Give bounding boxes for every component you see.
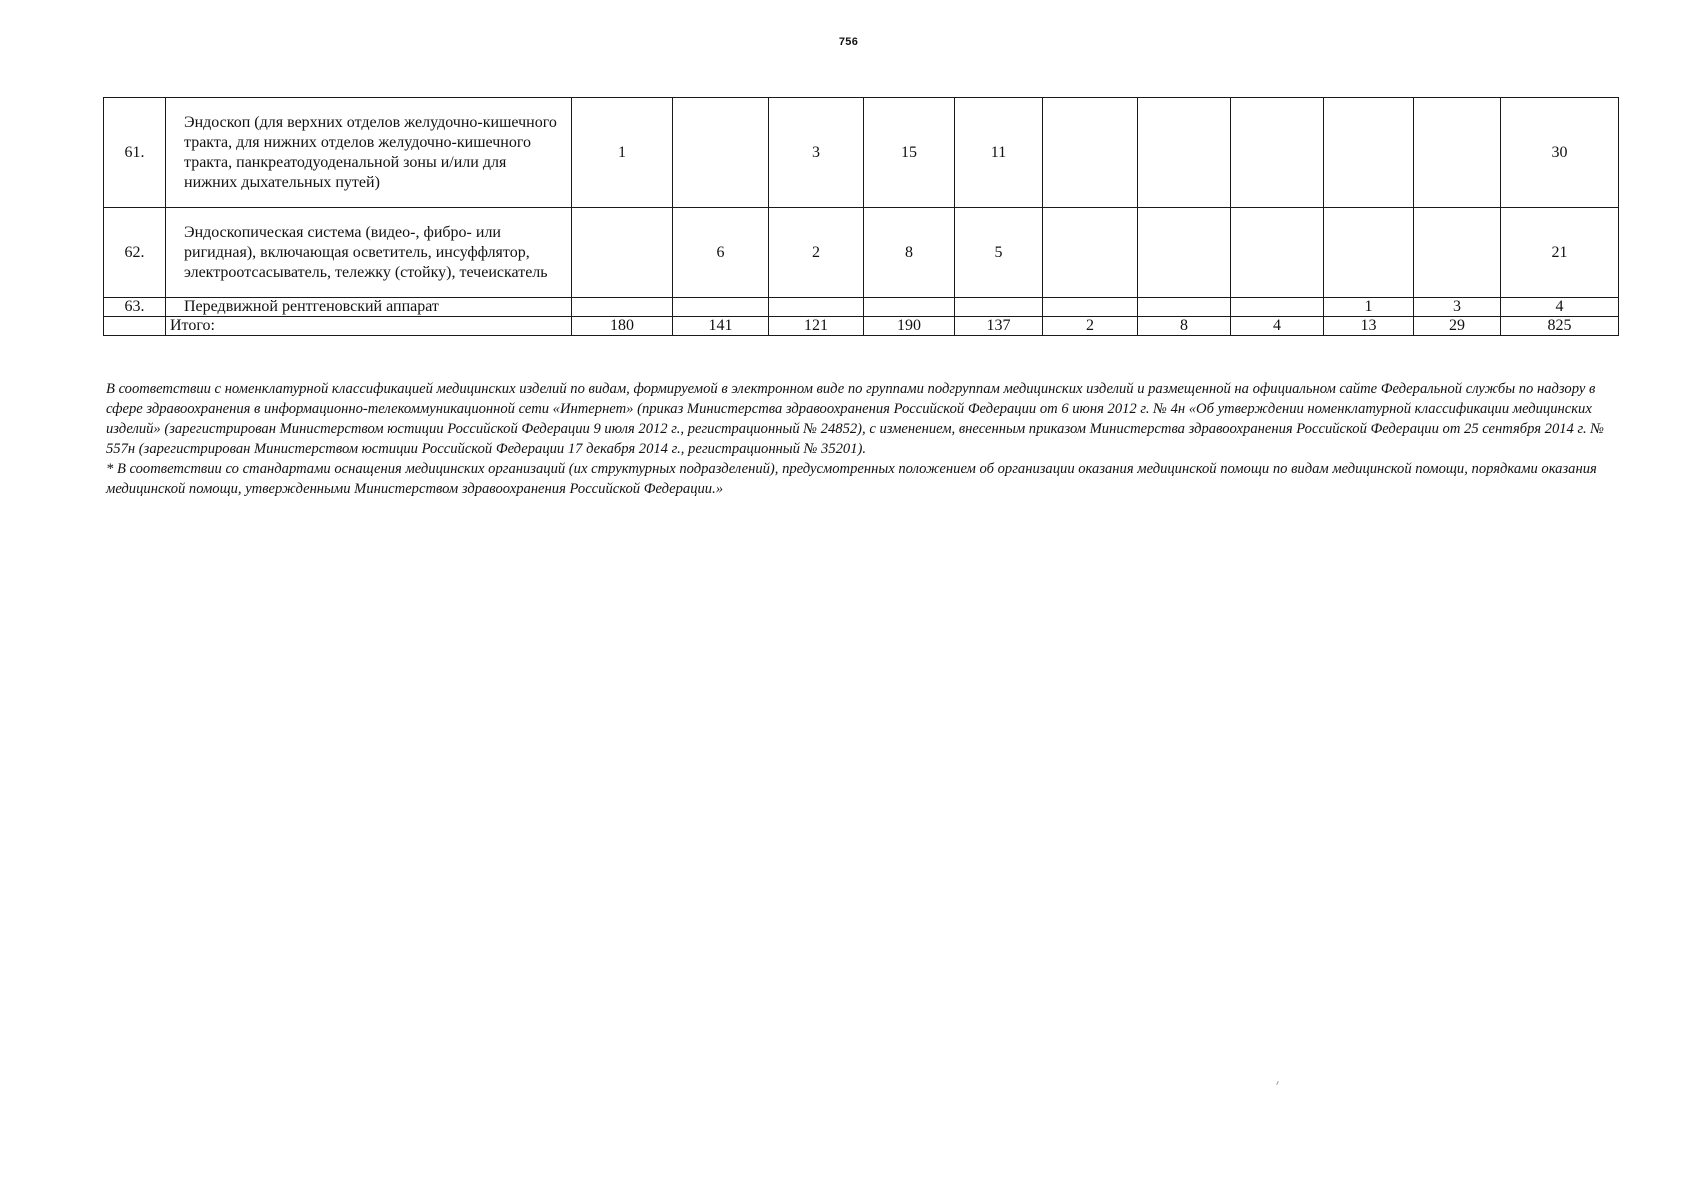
summary-cell: 137 [955,317,1043,336]
table-cell [769,298,864,317]
table-cell [1138,298,1231,317]
summary-cell: 141 [673,317,769,336]
summary-cell: 8 [1138,317,1231,336]
row-number: 62. [104,208,166,298]
table-cell [1043,98,1138,208]
table-cell [1138,208,1231,298]
row-total: 4 [1501,298,1619,317]
table-cell [1138,98,1231,208]
table-cell: 1 [1324,298,1414,317]
equipment-table [103,97,1619,336]
row-total: 21 [1501,208,1619,298]
item-name: Эндоскоп (для верхних отделов желудочно-кишечного тракта, для нижних отделов желудочно-кишечного тракта, панкреатодуоденальной зоны и/или для нижних дыхательных путей) [166,98,572,208]
table-cell [1231,208,1324,298]
table-cell [1324,208,1414,298]
summary-cell: 4 [1231,317,1324,336]
footnote-classification: В соответствии с номенклатурной классификацией медицинских изделий по видам, формируемой в электронном виде по группами подгруппам медицинских изделий и размещенной на официальном сайте Федеральной службы по надзору в сфере здравоохранения в информационно-телекоммуникационной сети «Интернет» (приказ Министерства здравоохранения Российской Федерации от 6 июня 2012 г. № 4н «Об утверждении номенклатурной классификации медицинских изделий» (зарегистрирован Министерством юстиции Российской Федерации 9 июля 2012 г., регистрационный № 24852), с изменением, внесенным приказом Министерства здравоохранения Российской Федерации от 25 сентября 2014 г. № 557н (зарегистрирован Министерством юстиции Российской Федерации 17 декабря 2014 г., регистрационный № 35201). [106,381,1605,457]
row-total: 30 [1501,98,1619,208]
summary-cell: 2 [1043,317,1138,336]
summary-cell: 29 [1414,317,1501,336]
scan-mark [1276,1081,1279,1085]
summary-row [104,317,1619,336]
table-cell [955,298,1043,317]
table-cell [572,208,673,298]
table-cell: 2 [769,208,864,298]
summary-cell: 190 [864,317,955,336]
row-number: 63. [104,298,166,317]
table-cell [864,298,955,317]
summary-cell: 180 [572,317,673,336]
table-cell [1414,208,1501,298]
row-number: 61. [104,98,166,208]
table-cell: 1 [572,98,673,208]
table-row [104,208,1619,298]
row-number [104,317,166,336]
footnotes [106,379,1616,499]
table-cell: 6 [673,208,769,298]
table-cell [1043,298,1138,317]
table-cell: 3 [769,98,864,208]
table-cell [1414,98,1501,208]
table-cell [673,298,769,317]
table-cell [572,298,673,317]
table-row [104,298,1619,317]
table-cell [1231,298,1324,317]
table-cell [1043,208,1138,298]
table-cell [673,98,769,208]
table-cell: 8 [864,208,955,298]
item-name: Эндоскопическая система (видео-, фибро- или ригидная), включающая осветитель, инсуффлятор, электроотсасыватель, тележку (стойку), течеискатель [166,208,572,298]
table-cell [1231,98,1324,208]
footnote-standards: * В соответствии со стандартами оснащения медицинских организаций (их структурных подразделений), предусмотренных положением об организации оказания медицинской помощи по видам медицинской помощи, порядками оказания медицинской помощи, утвержденными Министерством здравоохранения Российской Федерации.» [106,461,1597,497]
summary-cell: 121 [769,317,864,336]
table-cell: 5 [955,208,1043,298]
table-cell [1324,98,1414,208]
item-name: Передвижной рентгеновский аппарат [166,298,572,317]
table-row [104,98,1619,208]
table-cell: 3 [1414,298,1501,317]
table-cell: 15 [864,98,955,208]
summary-cell: 13 [1324,317,1414,336]
summary-label: Итого: [166,317,572,336]
page-number: 756 [838,36,859,48]
table-cell: 11 [955,98,1043,208]
grand-total: 825 [1501,317,1619,336]
